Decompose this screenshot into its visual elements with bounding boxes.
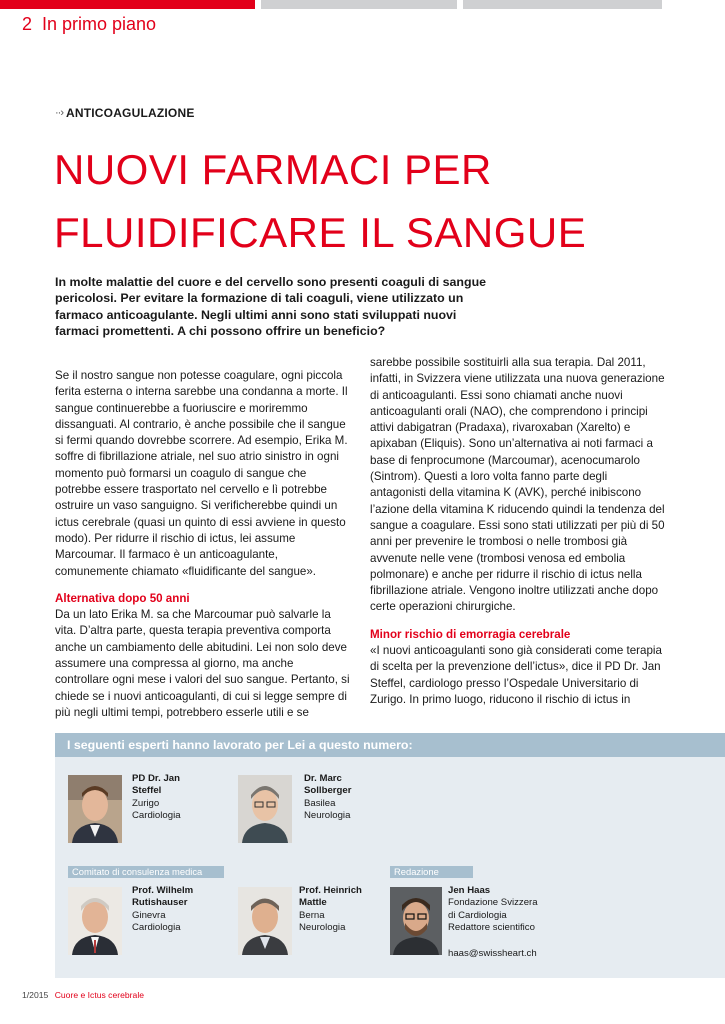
article-title-line2: FLUIDIFICARE IL SANGUE: [54, 209, 587, 256]
portrait-photo: [68, 887, 122, 955]
article-column-left: [55, 368, 350, 721]
header-bar-grey: [463, 0, 662, 9]
header-bar-red: [0, 0, 255, 9]
portrait-photo: [238, 775, 292, 843]
expert-name: Prof. Heinrich: [299, 885, 362, 896]
section-title: In primo piano: [42, 14, 157, 34]
article-title: [54, 138, 694, 264]
expert-field: Neurologia: [299, 922, 346, 934]
page-footer: [22, 990, 144, 1000]
expert-organization: di Cardiologia: [448, 909, 507, 921]
expert-name: Prof. Wilhelm: [132, 885, 194, 896]
expert-city: Ginevra: [132, 909, 166, 921]
experts-title: I seguenti esperti hanno lavorato per Lei a questo numero:: [67, 738, 413, 752]
subheading: Alternativa dopo 50 anni: [55, 591, 190, 605]
article-title-line1: NUOVI FARMACI PER: [54, 146, 492, 193]
expert-card: [299, 885, 362, 935]
expert-organization: Fondazione Svizzera: [448, 897, 538, 909]
expert-field: Cardiologia: [132, 922, 181, 934]
publication-name: Cuore e Ictus cerebrale: [54, 990, 145, 1000]
issue-number: 1/2015: [22, 990, 49, 1000]
expert-card: [132, 773, 181, 823]
expert-city: Zurigo: [132, 797, 160, 809]
paragraph: Da un lato Erika M. sa che Marcoumar può salvarle la vita. D’altra parte, questa terapia preventiva comporta anche un cambiamento delle abitudini. Lei non solo deve assumere una compressa al giorno, ma anche controllare ogni mese i valori del suo sangue. Pertanto, si chiede se i nuovi anticoagulanti, di cui si legge sempre di più negli ultimi tempi, potrebbero esserle utili e se: [55, 608, 350, 719]
expert-email[interactable]: haas@swissheart.ch: [448, 947, 537, 959]
expert-name: Jen Haas: [448, 885, 491, 896]
paragraph: «I nuovi anticoagulanti sono già considerati come terapia di scelta per la prevenzione dell’ictus», dice il PD Dr. Jan Steffel, cardiologo presso l’Ospedale Universitario di Zurigo. In primo luogo, riducono il rischio di ictus in: [370, 644, 662, 706]
article-column-right: [370, 355, 665, 708]
expert-city: Basilea: [304, 797, 336, 809]
subheading: Minor rischio di emorragia cerebrale: [370, 627, 571, 641]
expert-field: Cardiologia: [132, 810, 181, 822]
expert-name: Steffel: [132, 785, 162, 797]
dotted-arrow-icon: ··›: [55, 107, 63, 119]
tag-committee: Comitato di consulenza medica: [68, 866, 224, 878]
expert-card: [304, 773, 351, 823]
portrait-photo: [238, 887, 292, 955]
paragraph: sarebbe possibile sostituirli alla sua terapia. Dal 2011, infatti, in Svizzera viene utilizzata una nuova generazione di anticoagulanti. Essi sono chiamati anche nuovi anticoagulanti orali (NAO), che comprendono i principi attivi dabigatran (Pradaxa), rivaroxaban (Xarelto) e apixaban (Eliquis). Sono un’alternativa ai noti farmaci a base di fenprocumone (Marcoumar), acenocumarolo (Sintrom). Questi a loro volta fanno parte degli antagonisti della vitamina K (AVK), perché inibiscono l’azione della vitamina K riducendo quindi la tendenza del sangue a coagulare. Essi sono stati utilizzati per più di 50 anni per prevenire le trombosi o nelle trombosi già avvenute nelle vene (trombosi venosa ed embolia polmonare) e anche per ridurre il rischio di ictus nella fibrillazione atriale. Vengono inoltre utilizzati anche dopo certe operazioni chirurgiche.: [370, 356, 665, 614]
expert-field: Neurologia: [304, 810, 351, 822]
expert-name: Sollberger: [304, 785, 352, 797]
kicker-label: ANTICOAGULAZIONE: [66, 106, 195, 120]
expert-card: [448, 885, 538, 960]
paragraph: Se il nostro sangue non potesse coagulare, ogni piccola ferita esterna o interna sarebbe una condanna a morte. Il sangue continuerebbe a fuoriuscire e moriremmo dissanguati. Al contrario, è anche possibile che il sangue si fermi quando dovrebbe scorrere. Ad esempio, Erika M. soffre di fibrillazione atriale, nel suo atrio sinistro in ogni momento può formarsi un coagulo di sangue che potrebbe essere trasportato nel cervello e lì potrebbe ostruire un vaso sanguigno. Si verificherebbe quindi un ictus cerebrale (quasi un quinto di essi avviene in questo modo). Per ridurre il rischio di ictus, lei assume Marcoumar. Il farmaco è un anticoagulante, comunemente chiamato «fluidificante del sangue».: [55, 369, 348, 578]
article-lead: In molte malattie del cuore e del cervello sono presenti coaguli di sangue pericolosi. Per evitare la formazione di tali coaguli, viene utilizzato un farmaco anticoagulante. Negli ultimi anni sono stati sviluppati nuovi farmaci promettenti. A chi possono offrire un beneficio?: [55, 275, 487, 339]
expert-name: Mattle: [299, 897, 327, 909]
page-number: 2: [22, 14, 33, 34]
article-kicker: [55, 106, 195, 120]
portrait-photo: [390, 887, 442, 955]
expert-city: Berna: [299, 909, 325, 921]
expert-name: PD Dr. Jan: [132, 773, 180, 784]
tag-editorial: Redazione: [390, 866, 473, 878]
experts-header: [55, 733, 725, 757]
header-bar-grey: [261, 0, 457, 9]
expert-name: Dr. Marc: [304, 773, 342, 784]
experts-box: [55, 733, 725, 978]
expert-role: Redattore scientifico: [448, 922, 535, 934]
portrait-photo: [68, 775, 122, 843]
expert-name: Rutishauser: [132, 897, 188, 909]
expert-card: [132, 885, 193, 935]
